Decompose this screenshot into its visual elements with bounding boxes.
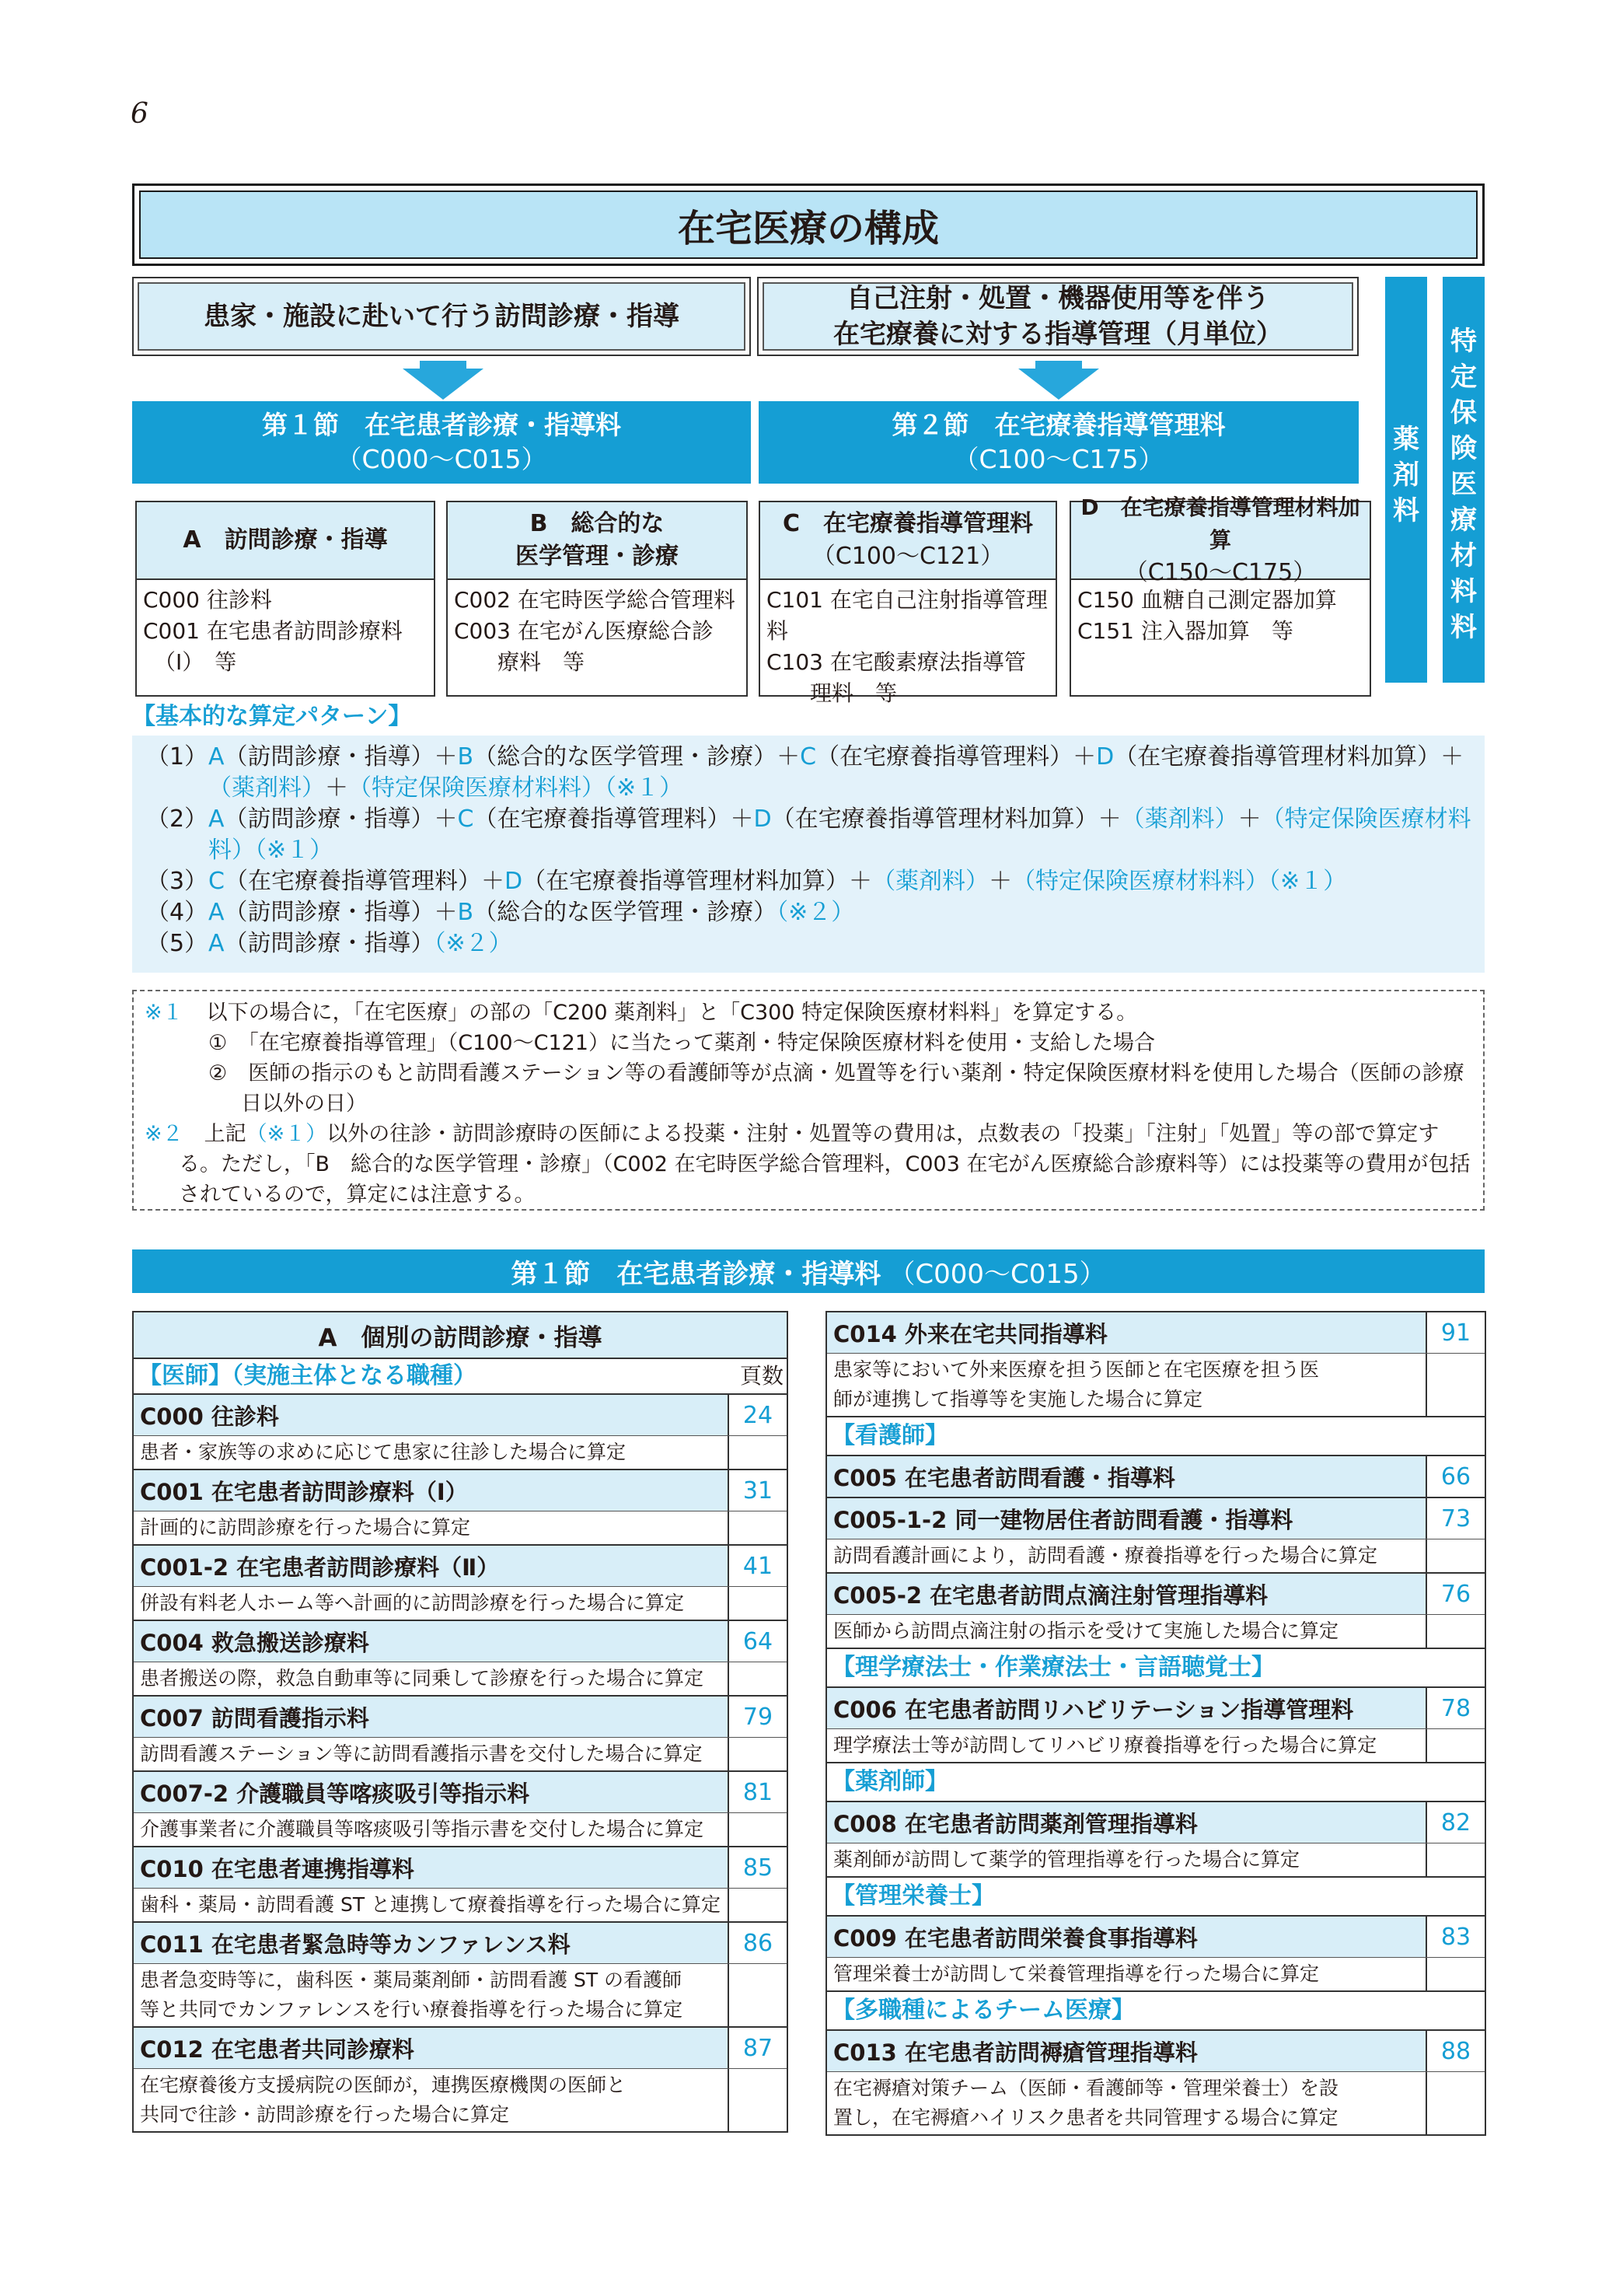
fee-item-desc <box>827 1843 1485 1876</box>
fee-item-desc <box>827 1728 1485 1762</box>
role-label: 【医師】（実施主体となる職種） <box>138 1362 476 1389</box>
down-arrow-right-stem <box>1035 361 1082 369</box>
pattern-term: （総合的な医学管理・診療） <box>473 899 777 926</box>
pattern-term-highlight: （※２） <box>777 899 855 926</box>
pattern-list <box>132 736 1485 973</box>
note2-ref: （※１） <box>246 1122 327 1146</box>
right-groups <box>827 1416 1485 2134</box>
pattern-term-highlight: （薬剤料） <box>208 774 325 802</box>
fee-item-name: C010 在宅患者連携指導料 <box>134 1847 728 1888</box>
pattern-term-highlight: A <box>208 930 225 957</box>
role-group-label: 【管理栄養士】 <box>827 1876 1485 1915</box>
pattern-term: （在宅療養指導管理料）＋ <box>473 806 754 833</box>
fee-item-page: 64 <box>728 1621 787 1662</box>
pattern-number: （1） <box>146 743 208 771</box>
fee-item-desc-line: 在宅療養後方支援病院の医師が，連携医療機関の医師と <box>140 2074 627 2096</box>
category-d-line: C151 注入器加算 等 <box>1077 618 1293 644</box>
category-d-line: C150 血糖自己測定器加算 <box>1077 587 1337 613</box>
fee-item-page: 73 <box>1426 1498 1485 1539</box>
pattern-row <box>146 866 1477 897</box>
pattern-term-highlight: （※２） <box>434 930 512 957</box>
role-group-label: 【多職種によるチーム医療】 <box>827 1990 1485 2029</box>
pattern-term: （訪問診療・指導）＋ <box>224 806 458 833</box>
fee-item-name: C014 外来在宅共同指導料 <box>827 1312 1426 1353</box>
category-d-title: D 在宅療養指導管理材料加算 <box>1080 494 1360 553</box>
section1-title: 第１節 在宅患者診療・指導料 <box>262 410 621 440</box>
pattern-term-highlight: D <box>1096 743 1115 771</box>
fee-item-name: C001 在宅患者訪問診療料（Ⅰ） <box>134 1470 728 1511</box>
fee-item <box>134 1620 787 1662</box>
note1 <box>145 998 1472 1028</box>
fee-item-name: C001-2 在宅患者訪問診療料（Ⅱ） <box>134 1546 728 1586</box>
pattern-body <box>208 804 1477 866</box>
fee-item-desc-line: 併設有料老人ホーム等へ計画的に訪問診療を行った場合に算定 <box>140 1592 685 1614</box>
fee-item-name: C007 訪問看護指示料 <box>134 1697 728 1737</box>
pattern-body <box>208 897 1477 928</box>
fee-item-name: C006 在宅患者訪問リハビリテーション指導管理料 <box>827 1688 1426 1728</box>
category-c-head <box>759 501 1057 580</box>
fee-item-name: C013 在宅患者訪問褥瘡管理指導料 <box>827 2031 1426 2071</box>
pattern-term-highlight: D <box>753 806 772 833</box>
fee-item-page: 81 <box>728 1772 787 1812</box>
fee-item <box>134 2026 787 2068</box>
pattern-row <box>146 897 1477 928</box>
pattern-term-highlight: B <box>457 743 474 771</box>
role-group-label: 【理学療法士・作業療法士・言語聴覚士】 <box>827 1648 1485 1686</box>
category-b-head <box>446 501 748 580</box>
material-fee-char: 材 <box>1450 540 1477 571</box>
left-items <box>134 1393 787 2131</box>
fee-item <box>134 1544 787 1586</box>
category-d-range: （C150～C175） <box>1124 559 1317 586</box>
fee-item-page: 86 <box>728 1923 787 1963</box>
fee-item-desc <box>134 1511 787 1544</box>
notes-box <box>132 990 1485 1211</box>
category-b-body <box>446 580 748 697</box>
fee-item-page: 78 <box>1426 1688 1485 1728</box>
pattern-term-highlight: C <box>800 743 817 771</box>
fee-item-desc-line: 薬剤師が訪問して薬学的管理指導を行った場合に算定 <box>833 1848 1300 1871</box>
pattern-term-highlight: （特定保険医療材料料）（※１） <box>348 774 683 802</box>
category-b-title: B 総合的な <box>529 510 665 537</box>
pattern-term: （在宅療養指導管理材料加算）＋ <box>1114 743 1464 771</box>
pattern-body <box>208 928 1477 959</box>
category-b-line: 療料 等 <box>454 649 585 675</box>
right-column <box>825 1311 1486 2136</box>
category-c <box>759 501 1057 706</box>
fee-item-desc-line: 訪問看護計画により，訪問看護・療養指導を行った場合に算定 <box>833 1544 1378 1567</box>
note1-text: 以下の場合に，「在宅医療」の部の「C200 薬剤料」と「C300 特定保険医療材料料」を算定する。 <box>206 1001 1138 1025</box>
fee-item-desc <box>134 1963 787 2026</box>
fee-item <box>134 1393 787 1435</box>
fee-item <box>134 1770 787 1812</box>
pattern-term: （訪問診療・指導）＋ <box>224 899 458 926</box>
category-a-line: C000 往診料 <box>143 587 272 613</box>
fee-item-page: 87 <box>728 2028 787 2068</box>
pattern-term-highlight: （薬剤料） <box>1121 806 1238 833</box>
category-c-body <box>759 580 1057 706</box>
fee-item-page: 31 <box>728 1470 787 1511</box>
section1-detail-bar <box>132 1249 1485 1293</box>
pattern-term-highlight: （特定保険医療材料料）（※１） <box>208 806 1471 864</box>
fee-item <box>827 2029 1485 2071</box>
fee-item-name: C004 救急搬送診療料 <box>134 1621 728 1662</box>
fee-item-desc <box>134 1812 787 1846</box>
header-right-box <box>757 277 1359 356</box>
pattern-term: （在宅療養指導管理材料加算）＋ <box>771 806 1122 833</box>
category-c-line: C101 在宅自己注射指導管理料 <box>766 587 1048 644</box>
fee-item-name: C011 在宅患者緊急時等カンファレンス料 <box>134 1923 728 1963</box>
fee-item <box>827 1455 1485 1497</box>
fee-item-desc-line: 師が連携して指導等を実施した場合に算定 <box>833 1388 1203 1410</box>
fee-item-desc-line: 在宅褥瘡対策チーム（医師・看護師等・管理栄養士）を設 <box>833 2077 1339 2099</box>
section2-range: （C100～C175） <box>953 444 1164 474</box>
page-number: 6 <box>131 98 148 130</box>
note2-text-b: 以外の往診・訪問診療時の医師による投薬・注射・処置等の費用は，点数表の「投薬」「注射」「処置」等の部で算定する。ただし，「B 総合的な医学管理・診療」（C002 在宅時医学総合管理料，C003 在宅がん医療総合診療料等）には投薬等の費用が包括されているので，算定には注意する。 <box>179 1122 1471 1207</box>
pattern-row <box>146 742 1477 804</box>
section1-box <box>132 401 751 484</box>
down-arrow-left-stem <box>420 361 466 369</box>
header-left-box <box>132 277 751 356</box>
pattern-term: ＋ <box>989 868 1013 895</box>
header-right-line1: 自己注射・処置・機器使用等を伴う <box>846 283 1269 314</box>
material-fee-char: 療 <box>1450 505 1477 536</box>
fee-item-page: 24 <box>728 1395 787 1435</box>
fee-item-desc-line: 管理栄養士が訪問して栄養管理指導を行った場合に算定 <box>833 1962 1320 1985</box>
category-b-line: C003 在宅がん医療総合診 <box>454 618 714 644</box>
fee-item <box>827 1312 1485 1353</box>
fee-item-page: 82 <box>1426 1802 1485 1843</box>
category-b <box>446 501 748 697</box>
fee-item-desc-line: 介護事業者に介護職員等喀痰吸引等指示書を交付した場合に算定 <box>140 1818 704 1840</box>
fee-item <box>827 1572 1485 1614</box>
category-c-range: （C100～C121） <box>811 543 1004 570</box>
pattern-term: ＋ <box>1237 806 1262 833</box>
section1-detail-range: （C000～C015） <box>888 1258 1106 1290</box>
drug-fee-char: 薬 <box>1393 424 1419 455</box>
header-right-line2: 在宅療養に対する指導管理（月単位） <box>833 319 1283 350</box>
pattern-term: ＋ <box>325 774 348 802</box>
pattern-title: 【基本的な算定パターン】 <box>132 703 412 730</box>
note1-mark: ※１ <box>145 1001 183 1025</box>
fee-item-desc <box>134 1586 787 1620</box>
fee-item-desc <box>827 1353 1485 1416</box>
category-b-line: C002 在宅時医学総合管理料 <box>454 587 735 613</box>
pattern-number: （2） <box>146 806 208 833</box>
note1b: ② 医師の指示のもと訪問看護ステーション等の看護師等が点滴・処置等を行い薬剤・特定保険医療材料を使用した場合（医師の診療日以外の日） <box>208 1061 1464 1116</box>
section1-range: （C000～C015） <box>336 444 547 474</box>
note1a: ① 「在宅療養指導管理」（C100～C121）に当たって薬剤・特定保険医療材料を使用・支給した場合 <box>208 1031 1155 1055</box>
material-fee-char: 料 <box>1450 612 1477 643</box>
fee-item <box>134 1921 787 1963</box>
pattern-term-highlight: （薬剤料） <box>872 868 989 895</box>
note2-text-a: 上記 <box>204 1122 246 1146</box>
fee-item-desc <box>134 1888 787 1921</box>
pattern-term: （在宅療養指導管理料）＋ <box>816 743 1097 771</box>
left-column-head: A 個別の訪問診療・指導 <box>134 1312 787 1359</box>
note2 <box>145 1119 1472 1210</box>
fee-item-name: C007-2 介護職員等喀痰吸引等指示料 <box>134 1772 728 1812</box>
right-first <box>827 1312 1485 1416</box>
fee-item <box>134 1846 787 1888</box>
pattern-body <box>208 866 1477 897</box>
fee-item-name: C008 在宅患者訪問薬剤管理指導料 <box>827 1802 1426 1843</box>
pattern-number: （5） <box>146 930 208 957</box>
category-a <box>135 501 435 697</box>
pattern-term-highlight: A <box>208 743 225 771</box>
pattern-number: （3） <box>146 868 208 895</box>
material-fee-char: 料 <box>1450 576 1477 607</box>
fee-item-desc <box>827 1614 1485 1648</box>
category-a-line: （Ⅰ） 等 <box>143 649 237 675</box>
fee-item-desc-line: 患者急変時等に，歯科医・薬局薬剤師・訪問看護 ST の看護師 <box>140 1969 682 1991</box>
fee-item-name: C000 往診料 <box>134 1395 728 1435</box>
pattern-number: （4） <box>146 899 208 926</box>
pattern-term-highlight: （特定保険医療材料料）（※１） <box>1012 868 1347 895</box>
fee-item-page: 83 <box>1426 1917 1485 1957</box>
note2-mark: ※２ <box>145 1122 183 1146</box>
pattern-term-highlight: A <box>208 806 225 833</box>
fee-item-page: 76 <box>1426 1574 1485 1614</box>
down-arrow-icon <box>1018 369 1099 400</box>
fee-item <box>134 1469 787 1511</box>
pattern-term-highlight: C <box>208 868 225 895</box>
material-fee-char: 医 <box>1450 469 1477 500</box>
fee-item-name: C005 在宅患者訪問看護・指導料 <box>827 1456 1426 1497</box>
section1-detail-title: 第１節 在宅患者診療・指導料 <box>511 1258 881 1290</box>
fee-item-desc-line: 置し，在宅褥瘡ハイリスク患者を共同管理する場合に算定 <box>833 2106 1339 2129</box>
category-a-line: C001 在宅患者訪問診療料 <box>143 618 403 644</box>
fee-item <box>827 1686 1485 1728</box>
down-arrow-icon <box>403 369 483 400</box>
fee-item-desc-line: 訪問看護ステーション等に訪問看護指示書を交付した場合に算定 <box>140 1742 703 1765</box>
fee-item <box>134 1695 787 1737</box>
drug-fee-column <box>1385 277 1427 683</box>
page-title: 在宅医療の構成 <box>132 183 1485 266</box>
pattern-term: （在宅療養指導管理材料加算）＋ <box>522 868 873 895</box>
pattern-term: （訪問診療・指導） <box>224 930 435 957</box>
role-group-label: 【薬剤師】 <box>827 1762 1485 1801</box>
fee-item-desc-line: 医師から訪問点滴注射の指示を受けて実施した場合に算定 <box>833 1620 1339 1642</box>
category-d-body <box>1070 580 1371 697</box>
pattern-term-highlight: B <box>457 899 474 926</box>
fee-item-desc <box>134 2068 787 2131</box>
fee-item-desc <box>827 2071 1485 2134</box>
pattern-term-highlight: C <box>457 806 474 833</box>
fee-item-desc-line: 患者搬送の際，救急自動車等に同乗して診療を行った場合に算定 <box>140 1667 704 1690</box>
drug-fee-char: 料 <box>1393 495 1419 526</box>
fee-item-desc <box>827 1539 1485 1572</box>
material-fee-char: 定 <box>1450 362 1477 393</box>
fee-item-page: 41 <box>728 1546 787 1586</box>
fee-item-desc-line: 患者・家族等の求めに応じて患家に往診した場合に算定 <box>140 1441 627 1463</box>
left-column-label <box>134 1359 787 1393</box>
fee-item-desc-line: 理学療法士等が訪問してリハビリ療養指導を行った場合に算定 <box>833 1734 1377 1756</box>
section2-box <box>759 401 1359 484</box>
category-a-head <box>135 501 435 580</box>
pattern-body <box>208 742 1477 804</box>
category-b-title: 医学管理・診療 <box>515 543 679 570</box>
pattern-term-highlight: D <box>504 868 523 895</box>
material-fee-char: 保 <box>1450 397 1477 428</box>
category-a-title: A 訪問診療・指導 <box>183 526 388 554</box>
category-c-title: C 在宅療養指導管理料 <box>782 510 1034 537</box>
fee-item-desc <box>134 1737 787 1770</box>
fee-item <box>827 1915 1485 1957</box>
pattern-term: （総合的な医学管理・診療）＋ <box>473 743 801 771</box>
fee-item-desc-line: 歯科・薬局・訪問看護 ST と連携して療養指導を行った場合に算定 <box>140 1893 721 1916</box>
left-column <box>132 1311 788 2133</box>
fee-item <box>827 1497 1485 1539</box>
fee-item-name: C012 在宅患者共同診療料 <box>134 2028 728 2068</box>
category-d-head <box>1070 494 1371 586</box>
pattern-term-highlight: A <box>208 899 225 926</box>
pattern-term: （在宅療養指導管理料）＋ <box>224 868 504 895</box>
category-c-line: C103 在宅酸素療法指導管 <box>766 649 1026 675</box>
header-left-text: 患家・施設に赴いて行う訪問診療・指導 <box>204 301 679 332</box>
pattern-row <box>146 928 1477 959</box>
material-fee-column <box>1443 277 1485 683</box>
material-fee-char: 特 <box>1450 326 1477 357</box>
category-d <box>1070 494 1371 697</box>
fee-item-name: C005-2 在宅患者訪問点滴注射管理指導料 <box>827 1574 1426 1614</box>
fee-item-name: C005-1-2 同一建物居住者訪問看護・指導料 <box>827 1498 1426 1539</box>
drug-fee-char: 剤 <box>1393 460 1419 491</box>
category-c-line: 理料 等 <box>766 680 898 706</box>
fee-item-desc-line: 計画的に訪問診療を行った場合に算定 <box>140 1516 471 1539</box>
material-fee-char: 険 <box>1450 433 1477 464</box>
fee-item-page: 66 <box>1426 1456 1485 1497</box>
fee-item-desc <box>827 1957 1485 1990</box>
fee-item-name: C009 在宅患者訪問栄養食事指導料 <box>827 1917 1426 1957</box>
fee-item-desc-line: 等と共同でカンファレンスを行い療養指導を行った場合に算定 <box>140 1998 683 2021</box>
section2-title: 第２節 在宅療養指導管理料 <box>892 410 1226 440</box>
category-a-body <box>135 580 435 697</box>
pattern-row <box>146 804 1477 866</box>
role-group-label: 【看護師】 <box>827 1416 1485 1455</box>
fee-item-page: 91 <box>1426 1312 1485 1353</box>
fee-item-desc <box>134 1435 787 1469</box>
fee-item-desc <box>134 1662 787 1695</box>
page-label: 頁数 <box>739 1363 784 1389</box>
fee-item-page: 88 <box>1426 2031 1485 2071</box>
fee-item-desc-line: 共同で往診・訪問診療を行った場合に算定 <box>140 2103 510 2126</box>
fee-item-page: 79 <box>728 1697 787 1737</box>
fee-item <box>827 1801 1485 1843</box>
pattern-term: （訪問診療・指導）＋ <box>224 743 458 771</box>
fee-item-desc-line: 患家等において外来医療を担う医師と在宅医療を担う医 <box>833 1358 1320 1381</box>
fee-item-page: 85 <box>728 1847 787 1888</box>
